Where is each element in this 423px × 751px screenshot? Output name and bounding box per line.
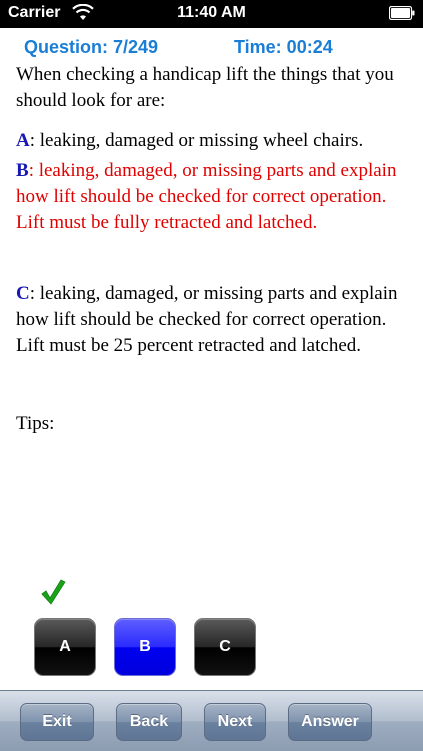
choice-b-button[interactable]: B xyxy=(114,618,176,676)
answer-a-letter: A xyxy=(16,130,30,151)
answer-a-text: : leaking, damaged or missing wheel chairs. xyxy=(29,130,364,151)
question-counter: Question: 7/249 xyxy=(24,37,159,57)
answer-button[interactable]: Answer xyxy=(288,703,372,741)
back-button[interactable]: Back xyxy=(116,703,182,741)
timer: Time: 00:24 xyxy=(234,37,333,57)
answer-c-text: : leaking, damaged, or missing parts and explain how lift should be checked for correct operation. Lift must be 25 percent retracted and latched. xyxy=(16,283,398,356)
answer-b-letter: B xyxy=(16,160,29,181)
choice-a-button[interactable]: A xyxy=(34,618,96,676)
answer-c xyxy=(16,281,411,359)
carrier-label: Carrier xyxy=(8,4,61,21)
answer-b-text: : leaking, damaged, or missing parts and explain how lift should be checked for correct operation. Lift must be fully retracted and latched. xyxy=(16,160,397,233)
answer-a xyxy=(16,128,411,154)
battery-icon xyxy=(389,6,415,20)
bottom-toolbar xyxy=(0,690,423,751)
quiz-header xyxy=(24,37,423,59)
answer-c-letter: C xyxy=(16,283,30,304)
tips-label: Tips: xyxy=(16,413,55,434)
next-button[interactable]: Next xyxy=(204,703,266,741)
question-text: When checking a handicap lift the things that you should look for are: xyxy=(16,64,394,111)
answer-b xyxy=(16,158,411,236)
exit-button[interactable]: Exit xyxy=(20,703,94,741)
status-time: 11:40 AM xyxy=(177,4,246,21)
checkmark-icon xyxy=(40,578,66,606)
choice-c-button[interactable]: C xyxy=(194,618,256,676)
status-bar xyxy=(0,0,423,28)
